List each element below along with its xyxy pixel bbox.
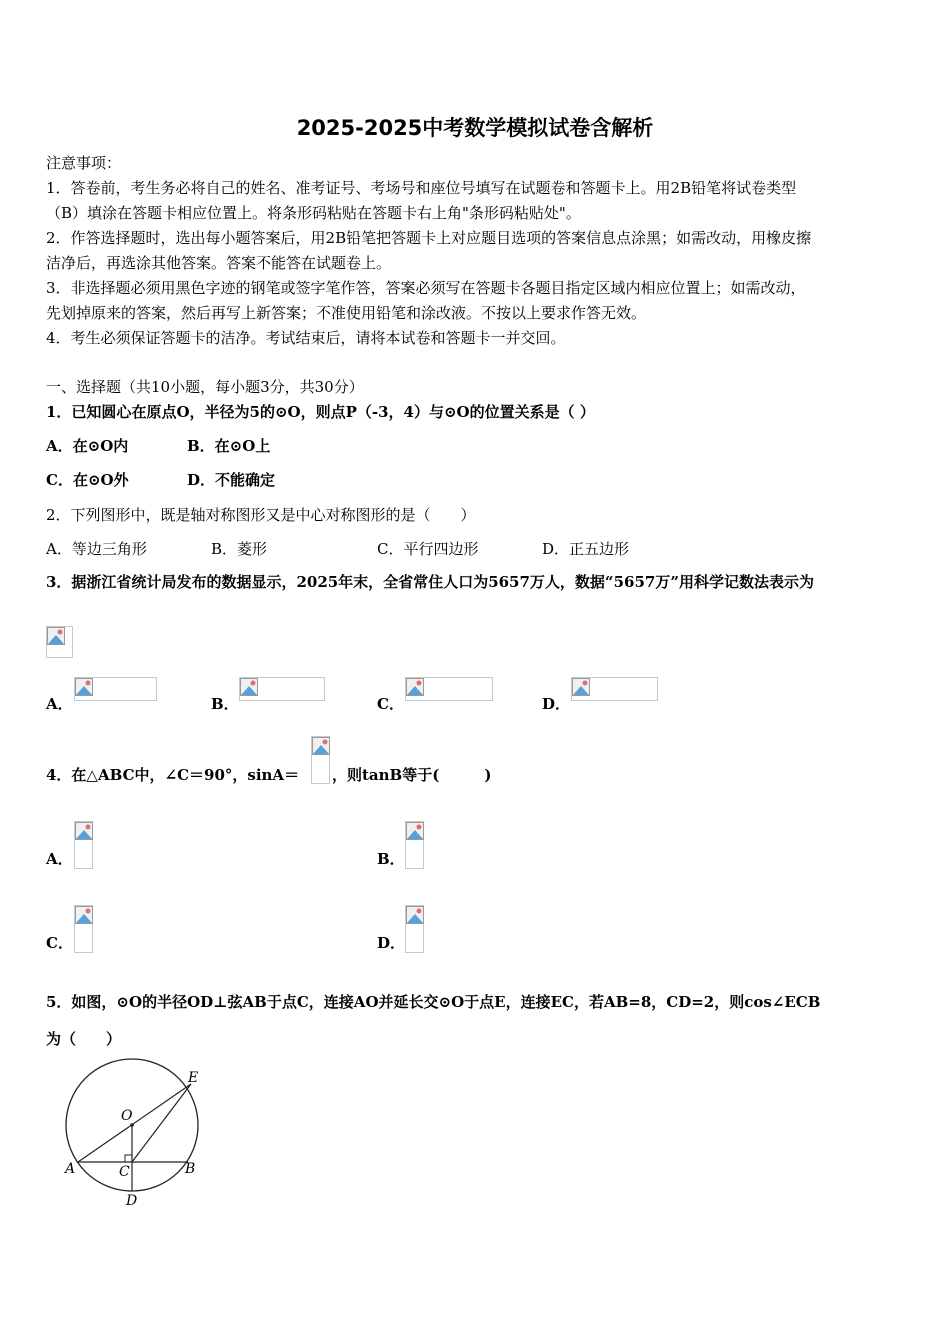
question-1-stem: 1．已知圆心在原点O，半径为5的⊙O，则点P（-3，4）与⊙O的位置关系是（ ） [46,403,595,421]
notice-line: （B）填涂在答题卡相应位置上。将条形码粘贴在答题卡右上角"条形码粘贴处"。 [46,204,581,222]
notice-line: 2．作答选择题时，选出每小题答案后，用2B铅笔把答题卡上对应题目选项的答案信息点涂黑；如需改动，用橡皮擦 [46,229,812,247]
q1-option-d: D．不能确定 [187,471,276,489]
q4-option-c-image [74,905,93,953]
broken-image-icon [47,627,65,645]
q1-option-a: A．在⊙O内 [46,437,129,455]
q3-option-d: D． [542,695,571,713]
label-b: B [185,1161,196,1177]
label-d: D [126,1193,138,1209]
broken-image-icon [406,678,424,696]
q4-sina-fraction-image [311,736,330,784]
q4-option-b-image [405,821,424,869]
section-heading: 一、选择题（共10小题，每小题3分，共30分） [46,378,364,396]
line-ae [78,1084,191,1162]
q2-option-b: B．菱形 [211,540,268,558]
question-5-stem-continued: 为（ ） [46,1030,122,1048]
q3-option-a: A． [46,695,73,713]
question-4-stem-right: ，则tanB等于( ) [332,766,492,784]
q2-option-d: D．正五边形 [542,540,630,558]
notice-line: 洁净后，再选涂其他答案。答案不能答在试题卷上。 [46,254,392,272]
q4-option-c: C． [46,934,73,952]
notice-line: 1．答卷前，考生务必将自己的姓名、准考证号、考场号和座位号填写在试题卷和答题卡上。用2B铅笔将试卷类型 [46,179,797,197]
notice-heading: 注意事项： [46,154,122,172]
label-a: A [65,1161,76,1177]
q4-option-a-image [74,821,93,869]
broken-image-icon [312,737,330,755]
notice-line: 3．非选择题必须用黑色字迹的钢笔或签字笔作答，答案必须写在答题卡各题目指定区域内相应位置上；如需改动， [46,279,806,297]
broken-image-icon [406,822,424,840]
label-e: E [188,1070,199,1086]
q3-option-c: C． [377,695,404,713]
broken-image-icon [75,678,93,696]
q4-option-a: A． [46,850,73,868]
broken-image-icon [406,906,424,924]
q3-option-b: B． [211,695,239,713]
question-2-stem: 2．下列图形中，既是轴对称图形又是中心对称图形的是（ ） [46,506,476,524]
q3-option-a-image [74,677,157,701]
question-5-stem: 5．如图，⊙O的半径OD⊥弦AB于点C，连接AO并延长交⊙O于点E，连接EC，若AB=8，CD=2，则cos∠ECB [46,993,821,1011]
broken-image-icon [75,822,93,840]
broken-image-icon [572,678,590,696]
notice-line: 4．考生必须保证答题卡的洁净。考试结束后，请将本试卷和答题卡一并交回。 [46,329,566,347]
q1-option-c: C．在⊙O外 [46,471,129,489]
q4-option-b: B． [377,850,405,868]
broken-image-icon [240,678,258,696]
label-c: C [119,1164,130,1180]
q3-option-d-image [571,677,658,701]
label-o: O [121,1108,133,1124]
q4-option-d-image [405,905,424,953]
q3-option-b-image [239,677,325,701]
q3-option-c-image [405,677,493,701]
line-ec [132,1084,191,1162]
circle-geometry-figure [60,1055,205,1210]
right-angle-mark [125,1155,132,1162]
notice-line: 先划掉原来的答案，然后再写上新答案；不准使用铅笔和涂改液。不按以上要求作答无效。 [46,304,647,322]
question-4-stem-left: 4．在△ABC中，∠C＝90°，sinA＝ [46,766,300,784]
q2-option-c: C．平行四边形 [377,540,479,558]
page-title: 2025-2025中考数学模拟试卷含解析 [296,116,654,140]
q3-answer-image [46,626,73,658]
q4-option-d: D． [377,934,406,952]
broken-image-icon [75,906,93,924]
q1-option-b: B．在⊙O上 [187,437,271,455]
q2-option-a: A．等边三角形 [46,540,147,558]
question-3-stem: 3．据浙江省统计局发布的数据显示，2025年末，全省常住人口为5657万人，数据“5657万”用科学记数法表示为 [46,573,814,591]
